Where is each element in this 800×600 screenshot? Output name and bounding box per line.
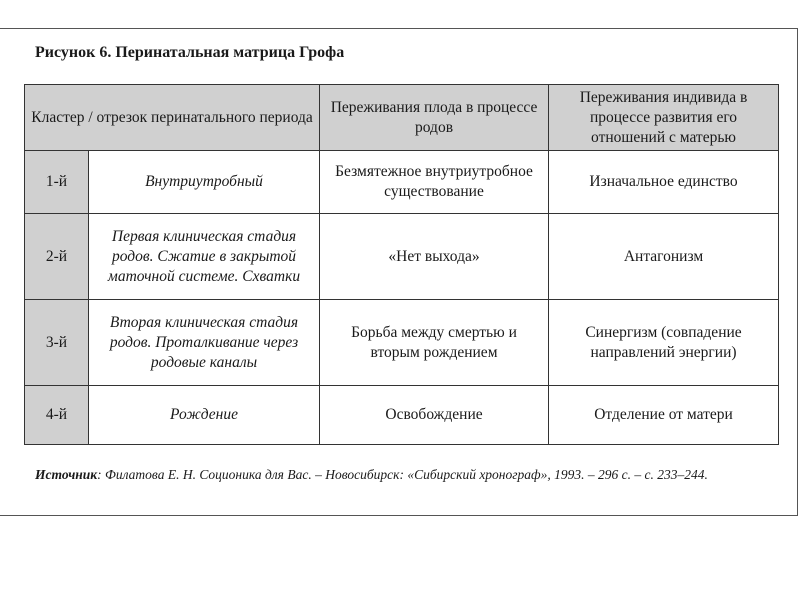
cluster-cell: Рождение <box>89 386 320 445</box>
perinatal-matrix-table <box>24 84 779 445</box>
cluster-cell: Первая клиническая стадия родов. Сжатие в закрытой маточной системе. Схватки <box>89 214 320 300</box>
table-row <box>25 300 779 386</box>
cluster-cell: Вторая клиническая стадия родов. Проталкивание через родовые каналы <box>89 300 320 386</box>
row-number: 4-й <box>25 386 89 445</box>
table-row <box>25 214 779 300</box>
table-header-row <box>25 85 779 151</box>
individual-experience-cell: Синергизм (совпадение направлений энергии) <box>549 300 779 386</box>
individual-experience-cell: Изначальное единство <box>549 151 779 214</box>
row-number: 2-й <box>25 214 89 300</box>
row-number: 3-й <box>25 300 89 386</box>
header-individual-experience: Переживания индивида в процессе развития его отношений с матерью <box>549 85 779 151</box>
header-fetal-experience: Переживания плода в процессе родов <box>320 85 549 151</box>
fetal-experience-cell: «Нет выхода» <box>320 214 549 300</box>
source-note <box>35 466 765 484</box>
table-row <box>25 151 779 214</box>
individual-experience-cell: Отделение от матери <box>549 386 779 445</box>
header-cluster: Кластер / отрезок перинатального периода <box>25 85 320 151</box>
fetal-experience-cell: Борьба между смертью и вторым рождением <box>320 300 549 386</box>
source-label: Источник <box>35 467 98 482</box>
cluster-cell: Внутриутробный <box>89 151 320 214</box>
fetal-experience-cell: Безмятежное внутриутробное существование <box>320 151 549 214</box>
source-citation: : Филатова Е. Н. Соционика для Вас. – Новосибирск: «Сибирский хронограф», 1993. – 296 с. – с. 233–244. <box>97 467 708 482</box>
figure-title: Рисунок 6. Перинатальная матрица Грофа <box>35 44 345 61</box>
row-number: 1-й <box>25 151 89 214</box>
fetal-experience-cell: Освобождение <box>320 386 549 445</box>
individual-experience-cell: Антагонизм <box>549 214 779 300</box>
table-row <box>25 386 779 445</box>
